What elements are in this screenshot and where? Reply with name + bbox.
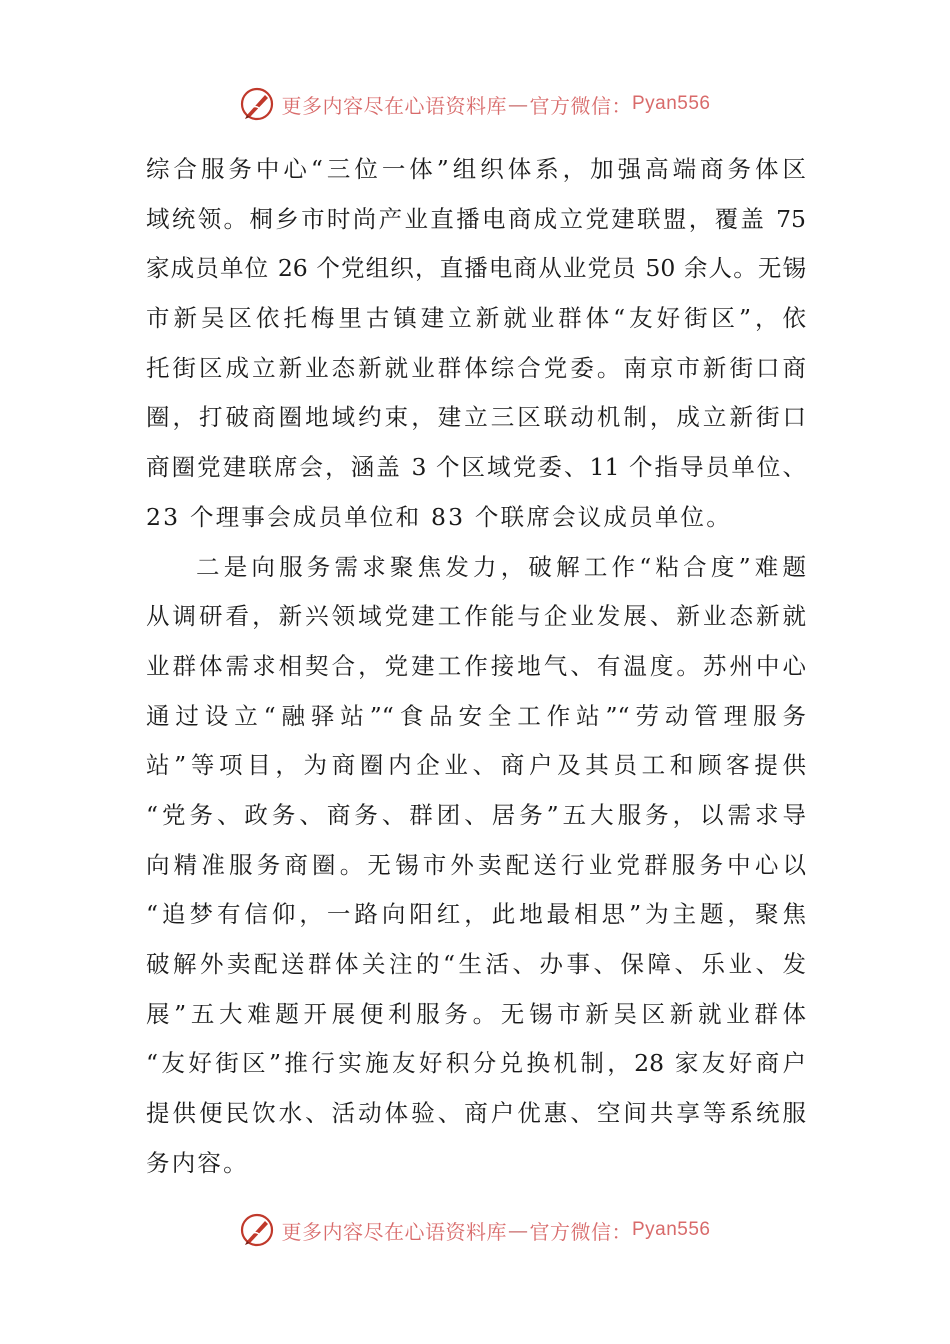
text-line: 域统领。桐乡市时尚产业直播电商成立党建联盟，覆盖 75 [146,204,806,233]
watermark-separator: — [507,92,529,116]
text-line: 家成员单位 26 个党组织，直播电商从业党员 50 余人。无锡 [146,254,806,283]
watermark-label: 官方微信： [529,1219,632,1244]
text-line: 提供便民饮水、活动体验、商户优惠、空间共享等系统服 [146,1099,806,1128]
text-line: 务内容。 [146,1148,249,1177]
document-body [146,145,806,1188]
text-line: 托街区成立新业态新就业群体综合党委。南京市新街口商 [146,353,806,382]
text-line: 业群体需求相契合，党建工作接地气、有温度。苏州中心 [146,651,806,680]
text-line: 向精准服务商圈。无锡市外卖配送行业党群服务中心以 [146,850,806,879]
footer-watermark [0,1210,950,1250]
text-line: 23 个理事会成员单位和 83 个联席会议成员单位。 [146,502,732,531]
watermark-wechat-id: Pyan556 [631,93,711,114]
text-line: “党务、政务、商务、群团、居务”五大服务，以需求导 [146,800,806,829]
paragraph-2 [146,543,806,1189]
watermark-main-text: 更多内容尽在心语资料库 [281,1219,507,1244]
pen-logo-icon [239,86,275,122]
paragraph-1 [146,145,806,543]
watermark-wechat-id: Pyan556 [631,1219,711,1240]
text-line: 综合服务中心“三位一体”组织体系，加强高端商务体区 [146,155,806,183]
text-line: 二是向服务需求聚焦发力，破解工作“粘合度”难题 [196,552,806,581]
watermark-separator: — [507,1218,529,1242]
text-line: 站”等项目，为商圈内企业、商户及其员工和顾客提供 [146,751,806,780]
text-line: 市新吴区依托梅里古镇建立新就业群体“友好街区”，依 [146,304,806,333]
text-line: 破解外卖配送群体关注的“生活、办事、保障、乐业、发 [146,950,806,978]
text-line: “追梦有信仰，一路向阳红，此地最相思”为主题，聚焦 [146,900,806,929]
watermark-main-text: 更多内容尽在心语资料库 [281,93,507,118]
pen-logo-icon [239,1212,275,1248]
watermark-label: 官方微信： [529,93,632,118]
text-line: 商圈党建联席会，涵盖 3 个区域党委、11 个指导员单位、 [146,453,806,482]
header-watermark [0,84,950,124]
text-line: 展”五大难题开展便利服务。无锡市新吴区新就业群体 [146,999,806,1028]
text-line: 从调研看，新兴领域党建工作能与企业发展、新业态新就 [146,602,806,631]
text-line: “友好街区”推行实施友好积分兑换机制，28 家友好商户 [146,1049,806,1078]
text-line: 通过设立“融驿站”“食品安全工作站”“劳动管理服务 [146,701,806,730]
text-line: 圈，打破商圈地域约束，建立三区联动机制，成立新街口 [146,403,806,432]
